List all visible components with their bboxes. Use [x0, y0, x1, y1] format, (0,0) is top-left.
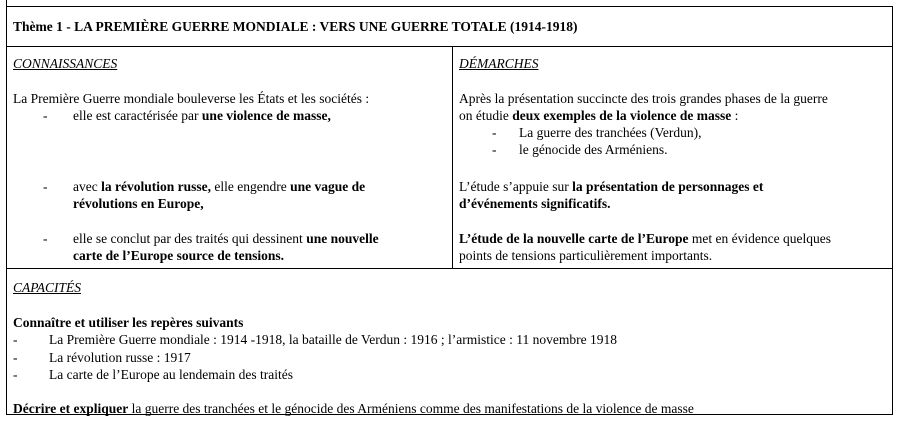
title-row	[7, 7, 892, 47]
item-bold-text: une vague de	[290, 179, 366, 194]
bullet-dash: -	[492, 142, 497, 157]
bold-text: Décrire et expliquer	[13, 401, 129, 416]
demarches-sub-1: La guerre des tranchées (Verdun),	[519, 125, 702, 140]
item-text: elle engendre	[210, 179, 291, 194]
bold-text: L’étude de la nouvelle carte de l’Europe	[459, 231, 689, 246]
connaissances-heading: CONNAISSANCES	[13, 56, 118, 71]
curriculum-table	[6, 6, 893, 415]
bold-text: deux exemples de la violence de masse	[512, 108, 732, 123]
demarches-p3-line1	[459, 230, 831, 247]
reperes-title: Connaître et utiliser les repères suivants	[13, 315, 244, 330]
connaissances-intro: La Première Guerre mondiale bouleverse les États et les sociétés :	[13, 91, 370, 106]
item-text: avec	[73, 179, 102, 194]
bullet-dash: -	[13, 367, 18, 382]
capacites-cell	[7, 269, 892, 414]
bullet-dash: -	[43, 231, 48, 246]
bullet-dash: -	[43, 108, 48, 123]
bullet-dash: -	[13, 332, 18, 347]
connaissances-item-2	[73, 178, 365, 195]
demarches-p2-line2: d’événements significatifs.	[459, 196, 611, 211]
item-bold-text: une violence de masse,	[201, 108, 331, 123]
demarches-p2-line1	[459, 178, 763, 195]
demarches-heading: DÉMARCHES	[459, 56, 539, 71]
repere-item: La révolution russe : 1917	[49, 350, 191, 365]
demarches-p3-line2: points de tensions particulièrement importants.	[459, 248, 713, 263]
text: :	[731, 108, 739, 123]
item-bold-text: une nouvelle	[306, 231, 379, 246]
item-text: elle est caractérisée par	[73, 108, 202, 123]
demarches-sub-2: le génocide des Arméniens.	[519, 142, 668, 157]
item-text: elle se conclut par des traités qui dessinent	[73, 231, 307, 246]
connaissances-cell	[7, 46, 453, 269]
connaissances-item-3	[73, 230, 379, 247]
text: L’étude s’appuie sur	[459, 179, 573, 194]
connaissances-item-3-line2: carte de l’Europe source de tensions.	[73, 248, 284, 263]
bullet-dash: -	[43, 179, 48, 194]
bold-text: la présentation de personnages et	[572, 179, 764, 194]
capacites-heading: CAPACITÉS	[13, 280, 82, 295]
theme-title: Thème 1 - LA PREMIÈRE GUERRE MONDIALE : VERS UNE GUERRE TOTALE (1914-1918)	[13, 19, 578, 34]
demarches-cell	[453, 46, 892, 269]
demarches-p1-line1: Après la présentation succincte des trois grandes phases de la guerre	[459, 91, 828, 106]
demarches-p1-line2	[459, 107, 738, 124]
bullet-dash: -	[492, 125, 497, 140]
text: met en évidence quelques	[688, 231, 831, 246]
text: on étudie	[459, 108, 513, 123]
repere-item: La carte de l’Europe au lendemain des traités	[49, 367, 294, 382]
connaissances-item-1	[73, 107, 331, 124]
decrire-line	[13, 400, 694, 417]
connaissances-item-2-line2: révolutions en Europe,	[73, 196, 204, 211]
text: la guerre des tranchées et le génocide des Arméniens comme des manifestations de la violence de masse	[128, 401, 694, 416]
repere-item: La Première Guerre mondiale : 1914 -1918, la bataille de Verdun : 1916 ; l’armistice : 11 novembre 1918	[49, 332, 617, 347]
item-bold-text: la révolution russe,	[101, 179, 211, 194]
bullet-dash: -	[13, 350, 18, 365]
